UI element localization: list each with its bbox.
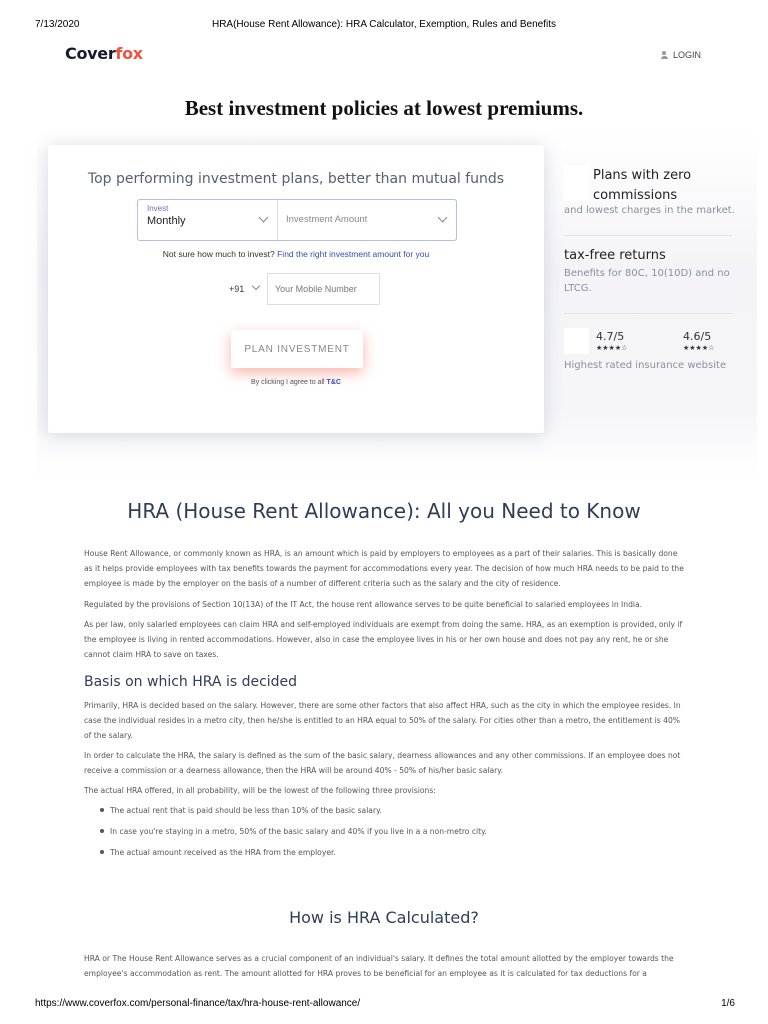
print-title: HRA(House Rent Allowance): HRA Calculator, Exemption, Rules and Benefits <box>211 19 557 30</box>
plan-investment-button[interactable]: PLAN INVESTMENT <box>231 330 363 368</box>
invest-value: Monthly <box>147 215 186 227</box>
star-rating-icon: ★★★★☆ <box>596 344 628 352</box>
print-footer <box>0 994 768 1024</box>
mobile-number-input[interactable]: Your Mobile Number <box>268 273 380 305</box>
ratings-subtitle: Highest rated insurance website <box>564 360 727 371</box>
ratings-icon <box>564 328 589 354</box>
terms-link[interactable]: T&C <box>326 379 341 386</box>
login-label: LOGIN <box>672 50 701 60</box>
page-headline: Best investment policies at lowest premiums. <box>184 96 584 120</box>
paragraph: Regulated by the provisions of Section 10(13A) of the IT Act, the house rent allowance serves to be quite beneficial to salaried employees in India. <box>84 600 643 609</box>
chevron-down-icon <box>438 213 448 223</box>
list-item: The actual rent that is paid should be less than 10% of the basic salary. <box>100 803 680 824</box>
benefit-subtitle: Benefits for 80C, 10(10D) and no LTCG. <box>564 268 730 294</box>
section-heading: How is HRA Calculated? <box>289 908 479 927</box>
star-rating-icon: ★★★★☆ <box>683 344 715 352</box>
benefit-tax-free <box>564 248 732 296</box>
terms-text <box>48 379 544 386</box>
benefit-title: tax-free returns <box>564 248 666 263</box>
terms-label: By clicking I agree to all <box>251 379 325 386</box>
benefit-title: Plans with zero commissions <box>593 168 692 203</box>
chevron-down-icon <box>252 282 260 290</box>
divider <box>564 235 732 236</box>
amount-placeholder: Investment Amount <box>286 214 368 225</box>
rating-value: 4.6/5 <box>683 330 712 343</box>
section-heading: Basis on which HRA is decided <box>84 674 298 690</box>
paragraph: House Rent Allowance, or commonly known as HRA, is an amount which is paid by employers to employees as a part of their salaries. This is basically done as it helps provide employees with tax benefits towards the payment for accommodations every year. The decision of how much HRA needs to be paid to the employee is made by the employer on the basis of a number of different criteria such as the salary and the city of residence. <box>84 549 684 588</box>
login-button[interactable] <box>661 50 701 60</box>
investment-form-card <box>48 145 544 433</box>
investment-amount-select[interactable] <box>278 200 456 240</box>
country-code-select[interactable] <box>215 273 268 305</box>
rating-2 <box>683 330 714 352</box>
rating-value: 4.7/5 <box>596 330 625 343</box>
paragraph: In order to calculate the HRA, the salary is defined as the sum of the basic salary, dearness allowances and any other commissions. If an employee does not receive a commission or a dearness allowance, then the HRA will be around 40% - 50% of his/her basic salary. <box>84 751 681 775</box>
list-item: The actual amount received as the HRA from the employer. <box>100 845 680 866</box>
form-title: Top performing investment plans, better than mutual funds <box>87 171 505 187</box>
not-sure-text <box>48 249 544 259</box>
invest-input-group <box>137 199 457 241</box>
find-amount-link[interactable]: Find the right investment amount for you <box>277 249 430 259</box>
print-header <box>0 0 768 40</box>
paragraph: HRA or The House Rent Allowance serves as a crucial component of an individual's salary. It defines the total amount allotted by the employer towards the employee's accommodation as rent. The amount allotted for HRA proves to be beneficial for an employee as it is calculated for tax deductions for a <box>84 954 674 978</box>
benefit-icon <box>564 165 589 201</box>
print-url: https://www.coverfox.com/personal-finance/tax/hra-house-rent-allowance/ <box>35 998 361 1009</box>
benefit-subtitle: and lowest charges in the market. <box>564 205 735 216</box>
paragraph: As per law, only salaried employees can claim HRA and self-employed individuals are exempt from doing the same. HRA, as an exemption is provided, only if the employee is living in rented accommodations. However, also in case the employee lives in his or her own house and does not pay any rent, he or she cannot claim HRA to save on taxes. <box>84 620 683 659</box>
rating-1 <box>596 330 627 352</box>
invest-frequency-select[interactable] <box>138 200 278 240</box>
country-code-value: +91 <box>229 284 245 294</box>
phone-input-group <box>215 273 380 305</box>
user-icon <box>661 51 668 59</box>
print-date: 7/13/2020 <box>35 19 80 30</box>
logo-text-cover: Cover <box>65 44 116 63</box>
article-title: HRA (House Rent Allowance): All you Need to Know <box>127 499 641 523</box>
logo-text-fox: fox <box>115 44 143 63</box>
divider <box>564 313 732 314</box>
not-sure-label: Not sure how much to invest? <box>162 249 275 259</box>
paragraph: Primarily, HRA is decided based on the salary. However, there are some other factors that also affect HRA, such as the city in which the employee resides. In case the individual resides in a metro city, then he/she is entitled to an HRA equal to 50% of the salary. For cities other than a metro, the entitlement is 40% of the salary. <box>84 701 681 740</box>
provisions-list <box>100 803 680 866</box>
invest-label: Invest <box>147 204 169 213</box>
list-item: In case you're staying in a metro, 50% of the basic salary and 40% if you live in a a non-metro city. <box>100 824 680 845</box>
page-number: 1/6 <box>721 998 735 1009</box>
coverfox-logo[interactable] <box>65 44 143 63</box>
paragraph: The actual HRA offered, in all probability, will be the lowest of the following three provisions: <box>84 786 436 795</box>
